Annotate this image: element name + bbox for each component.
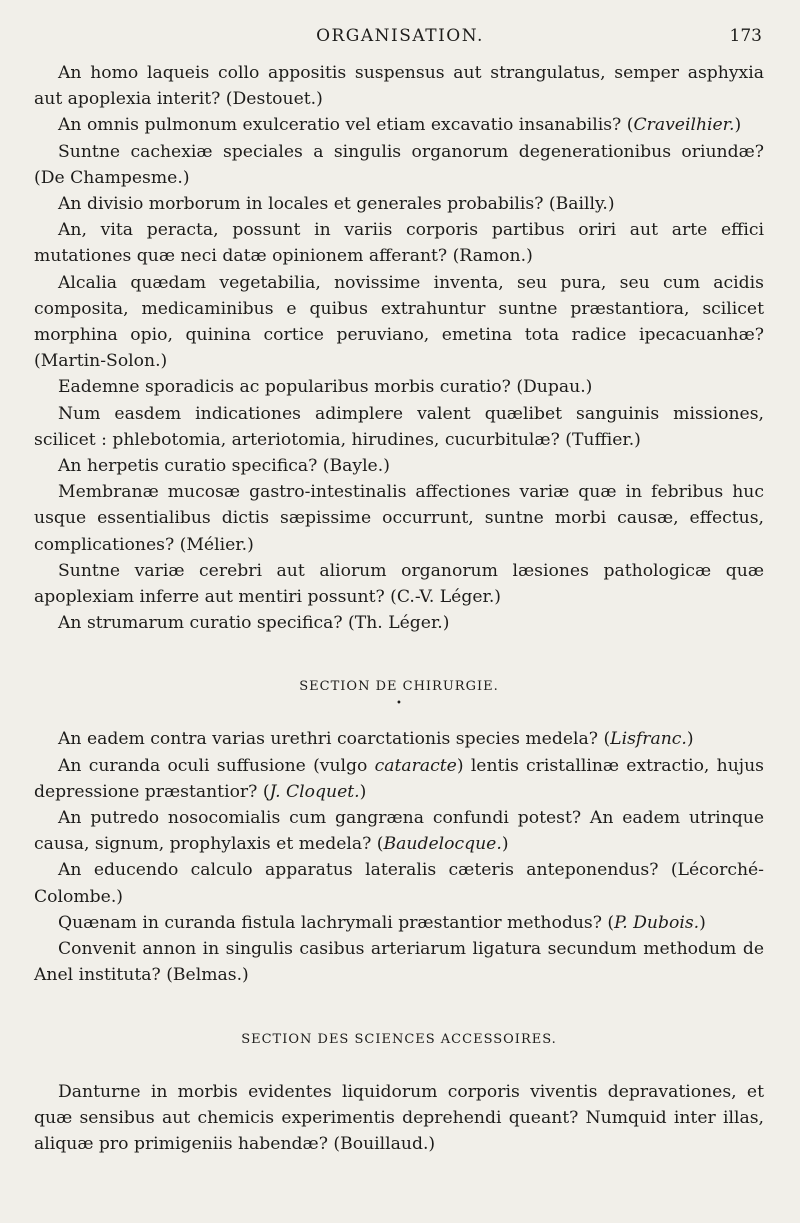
question-paragraph: An educendo calculo apparatus lateralis cæteris anteponendus? (Lécorché-Colombe.) (34, 860, 764, 907)
question-paragraph: An eadem contra varias urethri coarctationis species medela? (Lisfranc.) (58, 729, 694, 750)
running-header (0, 22, 800, 50)
question-paragraph: Membranæ mucosæ gastro-intestinalis affectiones variæ quæ in febribus huc usque essentialibus dictis sæpissime occurrunt, suntne morbi causæ, effectus, complicationes? (Mélier.) (34, 482, 764, 555)
question-paragraph: An omnis pulmonum exulceratio vel etiam excavatio insanabilis? (Craveilhier.) (58, 115, 742, 136)
section-heading-sciences-accessoires: SECTION DES SCIENCES ACCESSOIRES. (241, 1031, 557, 1047)
question-paragraph: Convenit annon in singulis casibus arteriarum ligatura secundum methodum de Anel instituta? (Belmas.) (34, 939, 764, 986)
page-body (34, 60, 764, 1157)
running-title: ORGANISATION. (316, 26, 484, 46)
question-paragraph: Num easdem indicationes adimplere valent quælibet sanguinis missiones, scilicet : phlebotomia, arteriotomia, hirudines, cucurbitulæ? (Tuffier.) (34, 403, 764, 450)
page-number: 173 (729, 26, 762, 46)
question-paragraph: An, vita peracta, possunt in variis corporis partibus oriri aut arte effici mutationes quæ neci datæ opinionem afferant? (Ramon.) (34, 220, 764, 267)
ornament-dot: • (396, 698, 402, 710)
question-paragraph: An divisio morborum in locales et generales probabilis? (Bailly.) (58, 194, 615, 215)
question-paragraph: An curanda oculi suffusione (vulgo cataracte) lentis cristallinæ extractio, hujus depressione præstantior? (J. Cloquet.) (34, 755, 764, 802)
question-paragraph: An homo laqueis collo appositis suspensus aut strangulatus, semper asphyxia aut apoplexia interit? (Destouet.) (34, 63, 764, 110)
question-paragraph: An putredo nosocomialis cum gangræna confundi potest? An eadem utrinque causa, signum, prophylaxis et medela? (Baudelocque.) (34, 808, 764, 855)
question-paragraph: An strumarum curatio specifica? (Th. Léger.) (58, 613, 450, 634)
question-paragraph: Quænam in curanda fistula lachrymali præstantior methodus? (P. Dubois.) (58, 912, 706, 933)
question-paragraph: Suntne cachexiæ speciales a singulis organorum degenerationibus oriundæ? (De Champesme.) (34, 141, 764, 188)
question-paragraph: An herpetis curatio specifica? (Bayle.) (58, 456, 390, 477)
section-heading-chirurgie: SECTION DE CHIRURGIE. (299, 679, 499, 695)
question-paragraph: Eademne sporadicis ac popularibus morbis curatio? (Dupau.) (58, 377, 593, 398)
question-paragraph: Suntne variæ cerebri aut aliorum organorum læsiones pathologicæ quæ apoplexiam inferre aut mentiri possunt? (C.-V. Léger.) (34, 560, 764, 608)
question-paragraph: Danturne in morbis evidentes liquidorum corporis viventis depravationes, et quæ sensibus aut chemicis experimentis deprehendi queant? Numquid inter illas, aliquæ pro primigeniis habendæ? (Bouillaud.) (34, 1081, 764, 1154)
question-paragraph: Alcalia quædam vegetabilia, novissime inventa, seu pura, seu cum acidis composita, medicaminibus e quibus extrahuntur suntne præstantiora, scilicet morphina opio, quinina cortice peruviano, emetina tota radice ipecacuanhæ? (Martin-Solon.) (34, 272, 764, 372)
